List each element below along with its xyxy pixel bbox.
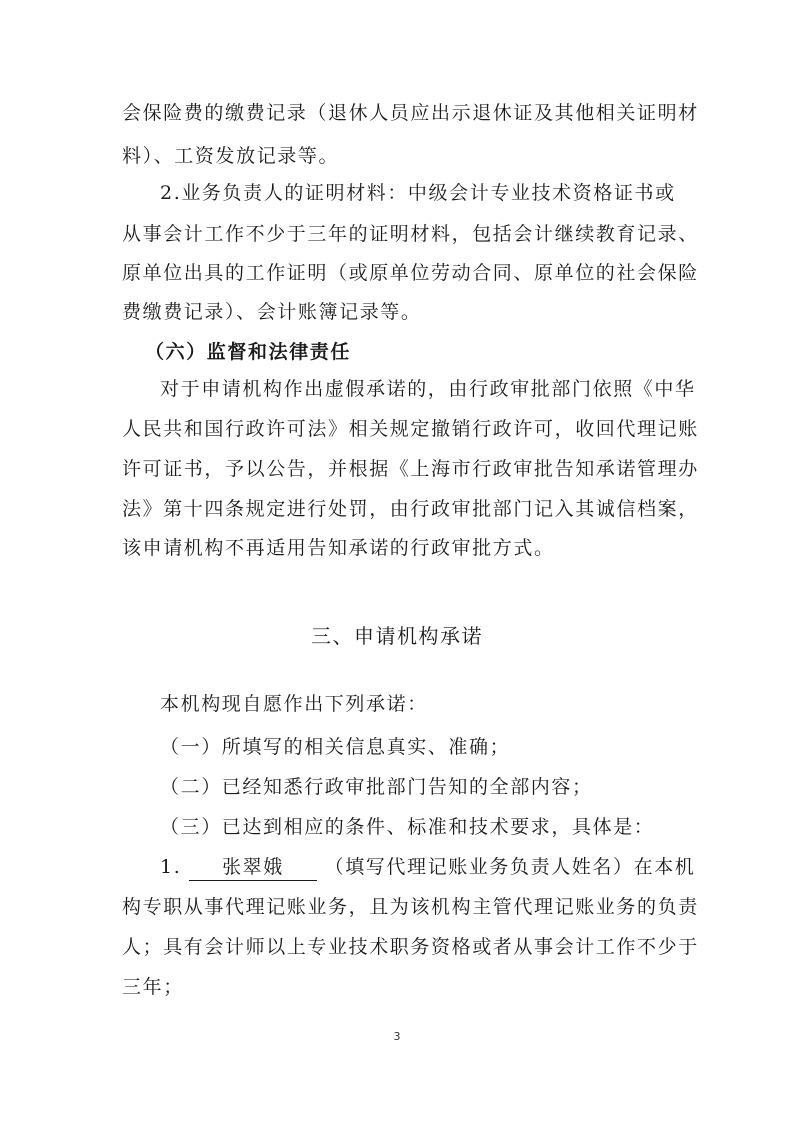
paragraph-line: 构专职从事代理记账业务，且为该机构主管代理记账业务的负责 xyxy=(122,896,699,918)
commitment-item: （一）所填写的相关信息真实、准确； xyxy=(160,736,511,758)
paragraph-line: 人；具有会计师以上专业技术职务资格或者从事会计工作不少于 xyxy=(122,936,699,958)
section-heading-6: （六）监督和法律责任 xyxy=(145,341,352,363)
paragraph-line: 三年； xyxy=(122,976,184,998)
commitment-item: （三）已达到相应的条件、标准和技术要求，具体是： xyxy=(160,816,655,838)
paragraph-line: 2.业务负责人的证明材料：中级会计专业技术资格证书或 xyxy=(160,182,676,204)
paragraph-line: 该申请机构不再适用告知承诺的行政审批方式。 xyxy=(122,537,555,559)
paragraph-line: 许可证书，予以公告，并根据《上海市行政审批告知承诺管理办 xyxy=(122,458,699,480)
paragraph-line: 会保险费的缴费记录（退休人员应出示退休证及其他相关证明材 xyxy=(122,102,699,124)
paragraph-line: 原单位出具的工作证明（或原单位劳动合同、原单位的社会保险 xyxy=(122,262,699,284)
section-heading-3: 三、申请机构承诺 xyxy=(311,624,483,648)
paragraph-line: 料）、工资发放记录等。 xyxy=(122,145,340,167)
filled-name-field: 张翠娥 xyxy=(189,854,317,881)
paragraph-line: 人民共和国行政许可法》相关规定撤销行政许可，收回代理记账 xyxy=(122,418,699,440)
numbered-item-1 xyxy=(160,852,696,882)
paragraph-line: 法》第十四条规定进行处罚，由行政审批部门记入其诚信档案， xyxy=(122,498,699,520)
item-text: （填写代理记账业务负责人姓名）在本机 xyxy=(324,856,696,878)
item-number: 1. xyxy=(160,856,182,878)
paragraph-line: 从事会计工作不少于三年的证明材料，包括会计继续教育记录、 xyxy=(122,223,699,245)
paragraph-line: 对于申请机构作出虚假承诺的，由行政审批部门依照《中华 xyxy=(160,378,696,400)
paragraph-line: 费缴费记录）、会计账簿记录等。 xyxy=(122,301,422,323)
page-number: 3 xyxy=(393,1030,401,1043)
paragraph-line: 本机构现自愿作出下列承诺： xyxy=(160,693,428,715)
commitment-item: （二）已经知悉行政审批部门告知的全部内容； xyxy=(160,776,593,798)
